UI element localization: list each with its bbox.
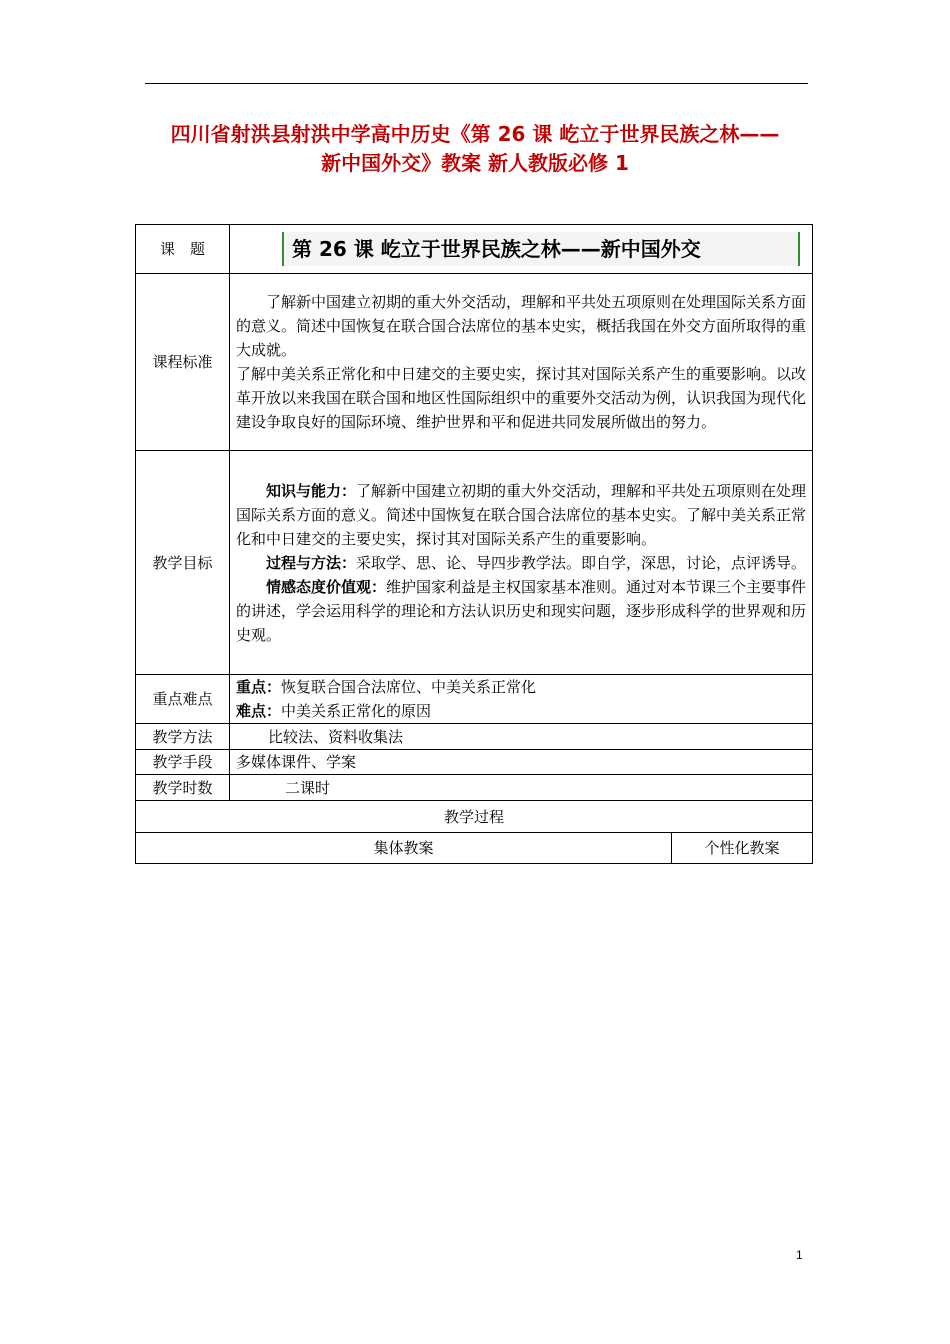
table-row-curriculum xyxy=(136,274,813,451)
process-header: 教学过程 xyxy=(136,801,813,833)
curriculum-paragraph-2: 了解中美关系正常化和中日建交的主要史实，探讨其对国际关系产生的重要影响。以改革开放以来我国在联合国和地区性国际组织中的重要外交活动为例，认识我国为现代化建设争取良好的国际环境、维护世界和平和促进共同发展所做出的努力。 xyxy=(236,365,807,431)
objective-process-text: 采取学、思、论、导四步教学法。即自学，深思，讨论，点评诱导。 xyxy=(356,553,807,572)
key-point-difficulty-label: 难点： xyxy=(236,702,282,720)
method-label: 教学方法 xyxy=(136,724,230,750)
hours-value: 二课时 xyxy=(230,775,813,801)
hours-label: 教学时数 xyxy=(136,775,230,801)
table-row-means xyxy=(136,750,813,775)
means-value: 多媒体课件、学案 xyxy=(230,750,813,775)
curriculum-label: 课程标准 xyxy=(136,274,230,451)
means-label: 教学手段 xyxy=(136,750,230,775)
document-title-line1: 四川省射洪县射洪中学高中历史《第 26 课 屹立于世界民族之林—— xyxy=(170,122,780,146)
document-title xyxy=(135,120,815,178)
key-points-cell xyxy=(230,675,813,724)
collective-plan-header: 集体教案 xyxy=(136,833,672,864)
table-row-objectives xyxy=(136,451,813,675)
table-row-topic xyxy=(136,225,813,274)
table-row-process-header xyxy=(136,801,813,833)
header-rule xyxy=(145,83,808,84)
objective-emotion xyxy=(236,575,806,647)
objective-knowledge xyxy=(236,479,806,551)
objectives-label: 教学目标 xyxy=(136,451,230,675)
curriculum-cell xyxy=(230,274,813,451)
individual-plan-header: 个性化教案 xyxy=(672,833,813,864)
key-point-focus-text: 恢复联合国合法席位、中美关系正常化 xyxy=(281,678,537,696)
topic-cell xyxy=(230,225,813,274)
table-row-method xyxy=(136,724,813,750)
objective-knowledge-label: 知识与能力： xyxy=(266,481,357,500)
objective-emotion-label: 情感态度价值观： xyxy=(266,577,387,596)
key-points-label: 重点难点 xyxy=(136,675,230,724)
objective-knowledge-text: 了解新中国建立初期的重大外交活动，理解和平共处五项原则在处理国际关系方面的意义。简述中国恢复在联合国合法席位的基本史实。了解中美关系正常化和中日建交的主要史实，探讨其对国际关系产生的重要影响。 xyxy=(236,481,807,548)
topic-label: 课 题 xyxy=(136,225,230,274)
objective-process xyxy=(236,551,806,575)
objective-process-label: 过程与方法： xyxy=(266,553,357,572)
objective-emotion-text: 维护国家利益是主权国家基本准则。通过对本节课三个主要事件的讲述，学会运用科学的理论和方法认识历史和现实问题，逐步形成科学的世界观和历史观。 xyxy=(236,577,807,644)
objectives-cell xyxy=(230,451,813,675)
key-point-focus xyxy=(236,675,806,699)
table-row-plan-columns xyxy=(136,833,813,864)
document-title-line2: 新中国外交》教案 新人教版必修 1 xyxy=(321,151,629,175)
key-point-difficulty-text: 中美关系正常化的原因 xyxy=(281,702,432,720)
curriculum-paragraph-1: 了解新中国建立初期的重大外交活动，理解和平共处五项原则在处理国际关系方面的意义。简述中国恢复在联合国合法席位的基本史实，概括我国在外交方面所取得的重大成就。 xyxy=(236,293,807,359)
topic-banner: 第 26 课 屹立于世界民族之林——新中国外交 xyxy=(282,232,800,266)
key-point-focus-label: 重点： xyxy=(236,678,282,696)
page-number: 1 xyxy=(796,1248,803,1262)
key-point-difficulty xyxy=(236,699,806,723)
table-row-hours xyxy=(136,775,813,801)
lesson-plan-table xyxy=(135,224,813,864)
method-value: 比较法、资料收集法 xyxy=(230,724,813,750)
table-row-key-points xyxy=(136,675,813,724)
